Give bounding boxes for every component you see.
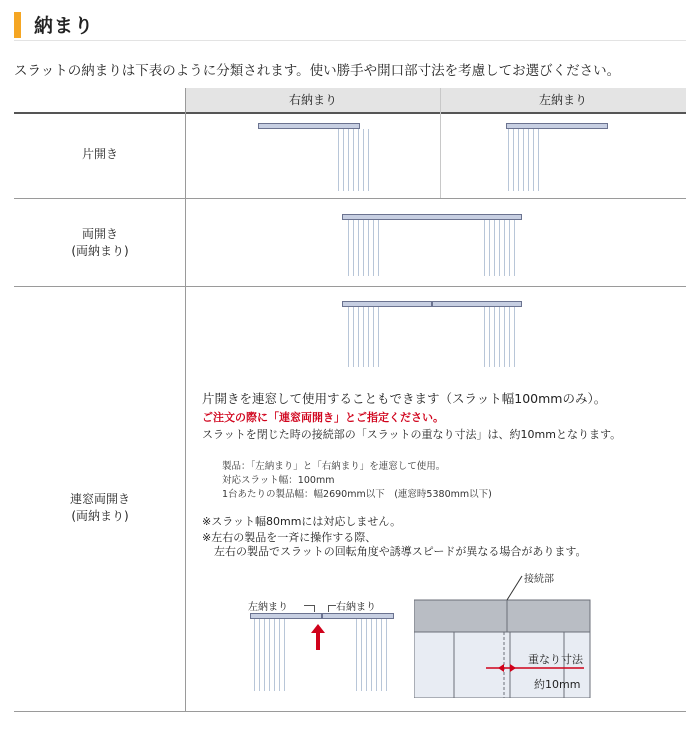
row-divider bbox=[14, 286, 686, 287]
label-leader bbox=[328, 605, 336, 606]
joined-heading: 片開きを連窓して使用することもできます（スラット幅100mmのみ）。 bbox=[202, 391, 607, 406]
spec-product-width: 1台あたりの製品幅：幅2690mm以下 (連窓時5380mm以下) bbox=[222, 489, 492, 500]
header-right-fit: 右納まり bbox=[288, 93, 337, 107]
row-label-double-1: 両開き bbox=[81, 227, 118, 241]
overlap-dimension-value: 約10mm bbox=[534, 678, 581, 691]
label-leader bbox=[314, 605, 315, 612]
page-title: 納まり bbox=[34, 15, 95, 37]
slats-illustration bbox=[346, 307, 382, 367]
slats-illustration bbox=[506, 129, 542, 191]
column-divider bbox=[185, 88, 186, 712]
row-label-joined-2: (両納まり) bbox=[71, 509, 129, 523]
fitting-table bbox=[14, 88, 686, 712]
table-bottom bbox=[14, 711, 686, 712]
row-divider bbox=[14, 198, 686, 199]
section-header bbox=[14, 8, 686, 41]
diagram-left-label: 左納まり bbox=[248, 602, 288, 613]
diagram-right-label: 右納まり bbox=[336, 602, 376, 613]
label-leader bbox=[328, 605, 329, 612]
overlap-dimension-label: 重なり寸法 bbox=[528, 653, 583, 666]
slats-illustration bbox=[252, 619, 288, 691]
slats-illustration bbox=[336, 129, 372, 191]
column-divider bbox=[440, 88, 441, 198]
slats-illustration bbox=[354, 619, 390, 691]
header-divider bbox=[14, 112, 686, 114]
up-arrow-icon bbox=[310, 624, 326, 650]
spec-slat-width: 対応スラット幅：100mm bbox=[222, 475, 335, 486]
slats-illustration bbox=[346, 220, 382, 276]
caution-operation: ※左右の製品を一斉に操作する際、 bbox=[202, 531, 377, 544]
caution-rotation: 左右の製品でスラットの回転角度や誘導スピードが異なる場合があります。 bbox=[214, 545, 587, 558]
label-leader bbox=[304, 605, 314, 606]
overlap-note: スラットを閉じた時の接続部の「スラットの重なり寸法」は、約10mmとなります。 bbox=[202, 428, 622, 441]
header-left-fit: 左納まり bbox=[538, 93, 587, 107]
joint-label: 接続部 bbox=[524, 574, 554, 585]
row-label-double-2: (両納まり) bbox=[71, 244, 129, 258]
slats-illustration bbox=[482, 307, 518, 367]
title-accent-bar bbox=[14, 12, 21, 38]
caution-80mm: ※スラット幅80mmには対応しません。 bbox=[202, 515, 402, 528]
row-label-single: 片開き bbox=[81, 147, 118, 161]
row-label-joined-1: 連窓両開き bbox=[69, 492, 130, 506]
order-note: ご注文の際に「連窓両開き」とご指定ください。 bbox=[202, 411, 444, 424]
intro-text: スラットの納まりは下表のように分類されます。使い勝手や開口部寸法を考慮してお選びください。 bbox=[14, 63, 621, 79]
spec-product: 製品：「左納まり」と「右納まり」を連窓して使用。 bbox=[222, 461, 446, 472]
slats-illustration bbox=[482, 220, 518, 276]
